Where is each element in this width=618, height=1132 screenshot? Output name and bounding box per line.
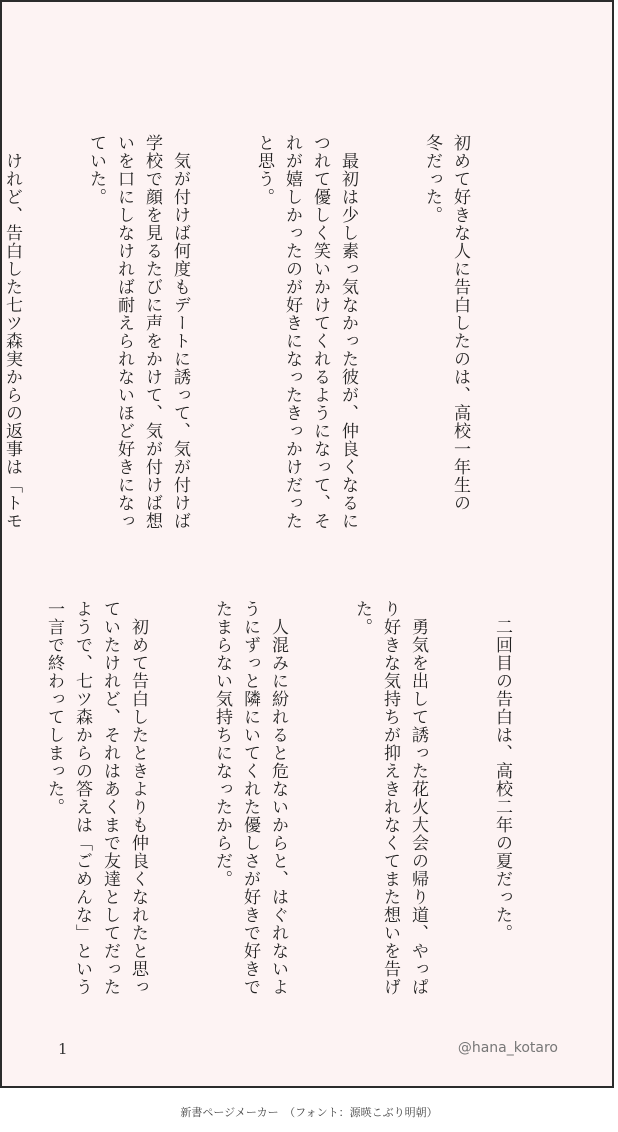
- upper-text-block: [0, 134, 530, 604]
- page-number: 1: [58, 1040, 68, 1058]
- paragraph: 初めて好きな人に告白したのは、高校一年生の 冬だった。: [422, 134, 470, 512]
- paragraph: 勇気を出して誘った花火大会の帰り道、やっぱ り好きな気持ちが抑えきれなくてまた想いを告げ た。: [352, 600, 428, 996]
- author-credit: @hana_kotaro: [457, 1040, 558, 1056]
- paragraph: 二回目の告白は、高校二年の夏だった。: [492, 600, 512, 942]
- paragraph: 人混みに紛れると危ないからと、はぐれないよ うにずっと隣にいてくれた優しさが好きで好きで たまらない気持ちになったからだ。: [212, 600, 288, 996]
- generator-footer: 新書ページメーカー （フォント：源暎こぶり明朝）: [180, 1106, 438, 1119]
- paragraph: けれど、告白した七ツ森実からの返事は「トモ: [2, 152, 22, 530]
- paragraph: 最初は少し素っ気なかった彼が、仲良くなるに つれて優しく笑いかけてくれるようになって、そ れが嬉しかったのが好きになったきっかけだった と思う。: [254, 134, 358, 530]
- lower-text-block: [0, 600, 572, 1020]
- paragraph: 初めて告白したときよりも仲良くなれたと思っ ていたけれど、それはあくまで友達としてだった ようで、七ツ森からの答えは「ごめんな」という 一言で終わってしまった。: [44, 600, 148, 996]
- paragraph: 気が付けば何度もデートに誘って、気が付けば 学校で顔を見るたびに声をかけて、気が付けば想 いを口にしなければ耐えられないほど好きになっ ていた。: [86, 134, 190, 530]
